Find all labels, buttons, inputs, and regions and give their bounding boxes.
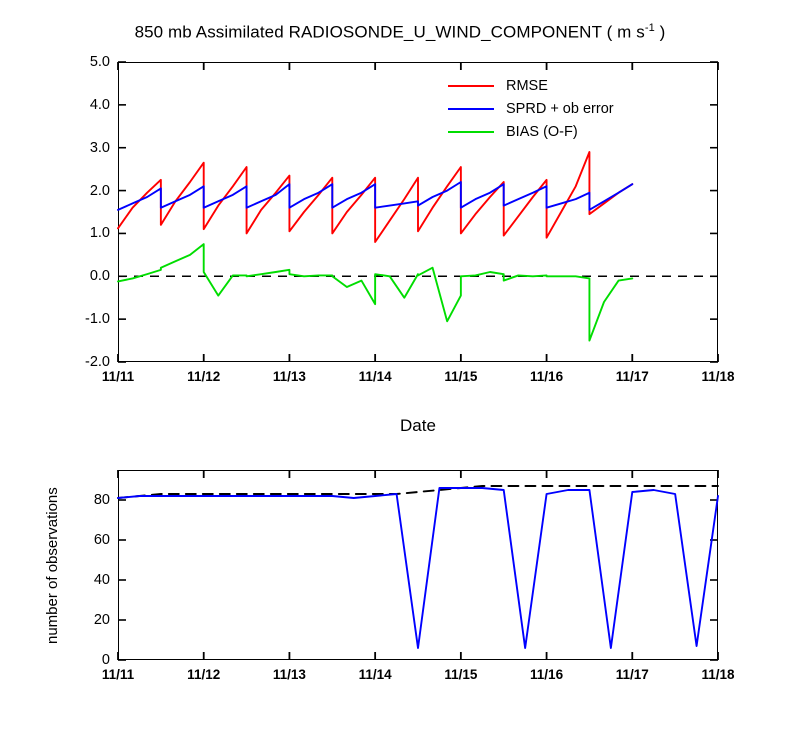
x-axis-title: Date: [400, 416, 436, 435]
legend-swatch-bias: [448, 131, 494, 133]
x-tick-label: 11/18: [701, 369, 735, 384]
legend-swatch-sprd: [448, 108, 494, 110]
x-tick-label: 11/18: [701, 667, 735, 682]
chart-title-prefix: 850 mb Assimilated RADIOSONDE_U_WIND_COMPONENT ( m s: [134, 22, 645, 42]
y-tick-label: 40: [93, 572, 110, 588]
y-tick-label: 80: [93, 492, 110, 508]
x-tick-label: 11/12: [187, 667, 221, 682]
legend: [448, 74, 614, 143]
x-tick-label: 11/16: [530, 667, 564, 682]
x-tick-label: 11/16: [530, 369, 564, 384]
y-tick-label: -1.0: [85, 311, 110, 328]
y-tick-label: 0: [101, 652, 110, 668]
legend-label-rmse: RMSE: [506, 77, 548, 94]
x-tick-label: 11/17: [615, 369, 649, 384]
legend-label-sprd: SPRD + ob error: [506, 100, 614, 117]
x-tick-label: 11/14: [358, 369, 392, 384]
bottom-panel-x-axis-labels: [101, 660, 735, 690]
chart-title: [0, 22, 800, 43]
chart-title-suffix: ): [654, 22, 666, 42]
top-panel-x-axis-labels: [101, 362, 735, 392]
y-tick-label: 5.0: [89, 54, 110, 70]
bottom-panel-plot: [118, 470, 718, 660]
legend-label-bias: BIAS (O-F): [506, 123, 578, 140]
x-tick-label: 11/15: [444, 369, 478, 384]
y-tick-label: 20: [93, 612, 110, 628]
y-tick-label: 4.0: [89, 96, 110, 113]
x-tick-label: 11/13: [272, 369, 306, 384]
bottom-panel-y-axis-labels: [58, 470, 118, 668]
legend-swatch-rmse: [448, 85, 494, 87]
legend-item-sprd: [448, 97, 614, 120]
top-panel-plot: [118, 62, 718, 362]
y-tick-label: 60: [93, 532, 110, 548]
y-tick-label: 3.0: [89, 139, 110, 156]
y-tick-label: 0.0: [89, 268, 110, 285]
legend-item-rmse: [448, 74, 614, 97]
x-tick-label: 11/14: [358, 667, 392, 682]
x-tick-label: 11/11: [101, 667, 135, 682]
top-panel-y-axis-labels: [58, 54, 118, 370]
bottom-panel: [44, 470, 735, 682]
legend-item-bias: [448, 120, 614, 143]
y-tick-label: 1.0: [89, 225, 110, 242]
top-panel: [85, 54, 735, 435]
y-axis-title: number of observations: [44, 486, 61, 644]
x-tick-label: 11/13: [272, 667, 306, 682]
y-tick-label: 2.0: [89, 182, 110, 199]
x-tick-label: 11/11: [101, 369, 135, 384]
x-tick-label: 11/12: [187, 369, 221, 384]
x-tick-label: 11/15: [444, 667, 478, 682]
y-tick-label: -2.0: [85, 354, 110, 370]
x-tick-label: 11/17: [615, 667, 649, 682]
chart-title-exponent: -1: [644, 22, 655, 34]
